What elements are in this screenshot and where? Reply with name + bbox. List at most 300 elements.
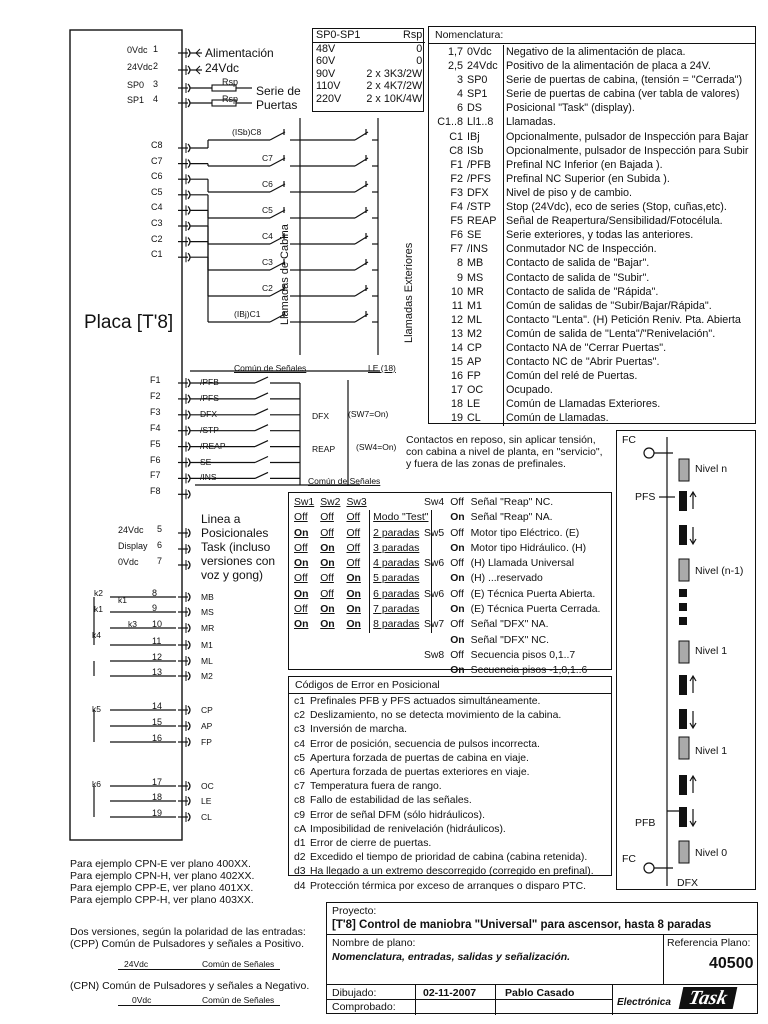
- switch-state: On: [320, 558, 335, 570]
- nomenclature-desc: Contacto NC de "Abrir Puertas".: [506, 356, 660, 369]
- relay-contact-label: k2: [94, 588, 103, 598]
- nomenclature-row: [431, 200, 750, 214]
- switch-option-desc: Señal "DFX" NC.: [470, 634, 550, 646]
- nomenclature-number: 19: [450, 412, 463, 425]
- f-pin-label: SE: [200, 456, 212, 467]
- nomenclature-row: [431, 59, 750, 73]
- error-code: d1: [294, 838, 306, 850]
- call-pin-label: C6: [151, 171, 163, 182]
- cpn-common: Común de Señales: [202, 995, 275, 1005]
- nomenclature-row: [431, 214, 750, 228]
- switch-state: Off: [346, 558, 361, 570]
- nomenclature-number: 12: [450, 313, 463, 326]
- nomenclature-desc: Llamadas.: [506, 116, 556, 129]
- nomenclature-desc: Común de Llamadas.: [506, 412, 609, 425]
- nomenclature-row: [431, 256, 750, 270]
- call-button-label: (IBj)C1: [234, 309, 261, 319]
- shaft-vane: [679, 775, 687, 795]
- error-desc: Protección térmica por exceso de arranques o disparo PTC.: [310, 880, 587, 892]
- switch-option-state: Off: [450, 497, 464, 508]
- error-code: c6: [294, 767, 305, 779]
- error-code: c7: [294, 781, 305, 793]
- switch-option-sw: Sw4: [424, 497, 445, 508]
- sp-voltage: 48V: [316, 42, 336, 55]
- error-row: [294, 723, 594, 737]
- nomenclature-signal: ML: [465, 313, 504, 327]
- switch-option-state: Off: [450, 527, 464, 539]
- nomenclature-signal: SE: [465, 228, 504, 242]
- switch-option-sw: [421, 541, 447, 556]
- nomenclature-title: Nomenclatura:: [435, 29, 504, 41]
- switch-state: Off: [294, 512, 308, 524]
- relay-pin-number: 13: [152, 667, 163, 677]
- example-line: Para ejemplo CPP-E, ver plano 401XX.: [70, 882, 254, 894]
- shaft-level-n-1: Nivel (n-1): [695, 565, 744, 577]
- nomenclature-number: 4: [456, 88, 463, 101]
- nomenclature-signal: /STP: [465, 200, 504, 214]
- nomenclature-desc: Serie de puertas de cabina (ver tabla de valores): [506, 88, 740, 101]
- nomenclature-desc: Serie de puertas de cabina, (tensión = "Cerrada"): [506, 74, 743, 87]
- f-pin-label: /PFS: [200, 392, 219, 403]
- cabin-calls-label: Llamadas de Cabina: [279, 224, 291, 325]
- checked-label: Comprobado:: [332, 1001, 396, 1013]
- power-pin-signal: 24Vdc: [127, 62, 153, 72]
- level-plate: [679, 459, 689, 481]
- nomenclature-row: [431, 355, 750, 369]
- switch-row: [291, 556, 432, 571]
- down-arrow-icon: [690, 809, 696, 826]
- nomenclature-row: [431, 186, 750, 200]
- power-pin-number: 4: [153, 94, 159, 104]
- switch-option-sw: Sw7: [424, 619, 445, 631]
- nomenclature-desc: Prefinal NC Superior (en Subida ).: [506, 172, 670, 185]
- error-row: [294, 738, 594, 752]
- switch-row: [291, 526, 432, 541]
- sp-resistor: 0: [416, 55, 423, 67]
- switch-option-sw: Sw5: [424, 527, 445, 539]
- error-row: [294, 752, 594, 766]
- nomenclature-signal: MS: [465, 271, 504, 285]
- relay-pin-number: 18: [152, 792, 163, 802]
- switch-state: On: [346, 573, 361, 585]
- f-pin-label: /REAP: [200, 440, 226, 451]
- switch-row: [291, 541, 432, 556]
- switch-state: Off: [346, 542, 361, 554]
- error-desc: Apertura forzada de puertas de cabina en viaje.: [310, 752, 529, 764]
- shaft-vane: [679, 491, 687, 511]
- nomenclature-row: [431, 144, 750, 158]
- nomenclature-signal: /INS: [465, 242, 504, 256]
- switch-state: Off: [320, 573, 334, 585]
- nomenclature-number: F3: [450, 186, 463, 199]
- f-pin-number: F4: [150, 422, 161, 433]
- error-code: c8: [294, 795, 305, 807]
- nomenclature-signal: ISb: [465, 144, 504, 158]
- nomenclature-row: [431, 299, 750, 313]
- nomenclature-signal: /PFS: [465, 172, 504, 186]
- exterior-calls-label: Llamadas Exteriores: [403, 242, 415, 343]
- switch-option-desc: (E) Técnica Puerta Cerrada.: [470, 604, 601, 616]
- relay-pin-label: AP: [201, 721, 213, 731]
- sp-resistor: 2 x 3K3/2W: [366, 67, 423, 80]
- example-line: Para ejemplo CPN-E ver plano 400XX.: [70, 858, 251, 870]
- switch-option-row: [421, 617, 603, 632]
- nomenclature-number: 11: [451, 299, 463, 312]
- error-desc: Prefinales PFB y PFS actuados simultáneamente.: [310, 696, 541, 707]
- error-row: [294, 865, 594, 879]
- switch-option-row: [421, 526, 603, 541]
- power-pin-number: 3: [153, 79, 159, 89]
- sw7-label: (SW7=On): [348, 409, 389, 419]
- author-name: Pablo Casado: [505, 987, 575, 999]
- call-button-label: C6: [262, 179, 273, 189]
- nomenclature-desc: Contacto NA de "Cerrar Puertas".: [506, 341, 667, 354]
- error-desc: Error de cierre de puertas.: [310, 838, 432, 850]
- shaft-vane: [679, 603, 687, 611]
- level-plate: [679, 559, 689, 581]
- f-pin-number: F7: [150, 470, 161, 481]
- f-pin-number: F3: [150, 406, 161, 417]
- relay-pin-number: 11: [152, 636, 162, 646]
- switch-mode: 8 paradas: [370, 617, 432, 632]
- level-plate: [679, 841, 689, 863]
- error-row: [294, 851, 594, 865]
- cpn-0vdc: 0Vdc: [132, 995, 152, 1005]
- switch-row: [291, 617, 432, 632]
- relay-pin-label: CL: [201, 812, 212, 822]
- nomenclature-row: [431, 158, 750, 172]
- switch-row: [291, 571, 432, 586]
- shaft-vane: [679, 807, 687, 827]
- display-pin-number: 5: [157, 524, 163, 534]
- nomenclature-row: [431, 130, 750, 144]
- switch-state: Off: [320, 588, 334, 600]
- up-arrow-icon: [690, 492, 696, 509]
- shaft-vane: [679, 617, 687, 625]
- nomenclature-row: [431, 73, 750, 87]
- switch-state: Off: [294, 573, 308, 585]
- example-line: Para ejemplo CPN-H, ver plano 402XX.: [70, 870, 255, 882]
- switch-state: On: [320, 619, 335, 631]
- nomenclature-row: [431, 341, 750, 355]
- nomenclature-number: F1: [450, 158, 463, 171]
- nomenclature-signal: SP1: [465, 87, 504, 101]
- sw4-label: (SW4=On): [356, 442, 397, 452]
- relay-contact-label: k1: [94, 604, 103, 614]
- nomenclature-signal: LE: [465, 397, 504, 411]
- call-pin-label: C2: [151, 233, 163, 244]
- nomenclature-row: [431, 313, 750, 327]
- switch-mode: 3 paradas: [370, 541, 432, 556]
- switch-option-desc: Señal "DFX" NA.: [470, 619, 549, 631]
- relay-pin-label: M2: [201, 671, 213, 681]
- nomenclature-number: F2: [450, 172, 463, 185]
- relay-pin-label: OC: [201, 781, 214, 791]
- sp-resistor: 2 x 10K/4W: [366, 92, 423, 105]
- nomenclature-number: 10: [450, 285, 463, 298]
- relay-pin-number: 9: [152, 603, 158, 613]
- switch-mode: 4 paradas: [370, 556, 432, 571]
- switch-option-desc: Secuencia pisos 0,1..7: [470, 649, 576, 661]
- nomenclature-number: F6: [450, 229, 463, 242]
- call-button-label: C5: [262, 205, 273, 215]
- switch-option-sw: Sw8: [424, 649, 445, 661]
- power-pin-number: 2: [153, 61, 159, 71]
- shaft-level-0: Nivel 0: [695, 847, 728, 859]
- display-desc-line: versiones con: [201, 554, 276, 568]
- error-code: c2: [294, 710, 305, 722]
- switch-state: On: [320, 604, 335, 616]
- error-row: [294, 695, 594, 709]
- nomenclature-desc: Ocupado.: [506, 384, 553, 397]
- switch-option-row: [421, 510, 603, 525]
- call-pin-label: C4: [151, 202, 163, 213]
- up-arrow-icon: [690, 676, 696, 693]
- call-pin-label: C1: [151, 249, 163, 260]
- nomenclature-desc: Común del relé de Puertas.: [506, 370, 638, 383]
- nomenclature-desc: Contacto de salida de "Rápida".: [506, 285, 659, 298]
- error-code: cA: [294, 823, 307, 835]
- switch-option-row: [421, 587, 603, 602]
- sw1-header: Sw1: [294, 497, 315, 508]
- cpn-line: (CPN) Común de Pulsadores y señales a Negativo.: [70, 980, 310, 992]
- sp-header-right: Rsp: [403, 29, 423, 41]
- switch-option-row: [421, 571, 603, 586]
- nomenclature-number: 9: [456, 271, 463, 284]
- relay-pin-label: FP: [201, 737, 212, 747]
- rest-note-line: Contactos en reposo, sin aplicar tensión,: [406, 434, 596, 446]
- error-codes-title: Códigos de Error en Posicional: [295, 679, 440, 691]
- relay-pin-label: M1: [201, 640, 213, 650]
- nomenclature-signal: MR: [465, 285, 504, 299]
- switch-option-desc: (E) Técnica Puerta Abierta.: [470, 588, 596, 600]
- relay-contact-label: k1: [118, 595, 127, 605]
- error-row: [294, 823, 594, 837]
- relay-pin-number: 12: [152, 652, 163, 662]
- nomenclature-number: F5: [450, 215, 463, 228]
- level-plate: [679, 737, 689, 759]
- error-code: c3: [294, 724, 305, 736]
- error-code: c5: [294, 752, 305, 764]
- switch-state: Off: [320, 512, 334, 524]
- switch-option-sw: [421, 633, 447, 648]
- error-desc: Temperatura fuera de rango.: [310, 781, 442, 793]
- switch-option-sw: Sw6: [424, 588, 445, 600]
- relay-contact-label: k3: [128, 619, 137, 629]
- call-button-label: C4: [262, 231, 273, 241]
- error-desc: Error de señal DFM (sólo hidráulicos).: [310, 809, 485, 821]
- project-title: [T'8] Control de maniobra "Universal" para ascensor, hasta 8 paradas: [332, 919, 712, 931]
- relay-pin-label: MR: [201, 623, 215, 633]
- le-label: LE (18): [368, 363, 396, 373]
- f-pin-number: F5: [150, 438, 161, 449]
- nomenclature-number: 15: [450, 356, 463, 369]
- nomenclature-row: [431, 87, 750, 101]
- cpp-24vdc: 24Vdc: [124, 959, 149, 969]
- error-code: c9: [294, 809, 305, 821]
- power-label-2: 24Vdc: [205, 61, 240, 75]
- display-desc-line: Task (incluso: [201, 540, 271, 554]
- project-label: Proyecto:: [332, 905, 377, 917]
- nomenclature-signal: AP: [465, 355, 504, 369]
- serie-label-2: Puertas: [256, 98, 298, 112]
- nomenclature-number: 14: [450, 341, 463, 354]
- sw2-header: Sw2: [320, 497, 341, 508]
- nomenclature-desc: Serie exteriores, y todas las anteriores.: [506, 229, 694, 242]
- switch-row: [291, 602, 432, 617]
- nomenclature-signal: DFX: [465, 186, 504, 200]
- switch-option-state: On: [450, 573, 465, 585]
- nomenclature-signal: MB: [465, 256, 504, 270]
- level-plate: [679, 641, 689, 663]
- switch-mode: 7 paradas: [370, 602, 432, 617]
- shaft-vane: [679, 675, 687, 695]
- switch-option-row: [421, 648, 603, 663]
- nomenclature-row: [431, 45, 750, 59]
- nomenclature-number: C8: [449, 144, 463, 157]
- switch-state: On: [346, 619, 361, 631]
- board-title: Placa [T'8]: [84, 312, 174, 333]
- example-line: Para ejemplo CPP-H, ver plano 403XX.: [70, 894, 254, 906]
- power-pin-signal: SP1: [127, 95, 145, 105]
- sp-resistor: 2 x 4K7/2W: [366, 80, 423, 92]
- shaft-box: [616, 430, 756, 890]
- switch-option-state: On: [450, 634, 465, 646]
- nomenclature-desc: Común de salidas de "Subir/Bajar/Rápida".: [506, 299, 712, 312]
- display-desc-line: Posicionales: [201, 526, 269, 540]
- nomenclature-row: [431, 383, 750, 397]
- nomenclature-signal: CP: [465, 341, 504, 355]
- power-label-1: Alimentación: [205, 46, 274, 60]
- error-desc: Imposibilidad de renivelación (hidráulicos).: [310, 823, 506, 835]
- nomenclature-desc: Contacto de salida de "Subir".: [506, 271, 650, 284]
- power-pin-signal: 0Vdc: [127, 45, 148, 55]
- nomenclature-desc: Señal de Reapertura/Sensibilidad/Fotocélula.: [506, 215, 723, 228]
- nomenclature-number: 1,7: [447, 46, 463, 58]
- switch-option-desc: Motor tipo Eléctrico. (E): [470, 527, 580, 539]
- switch-state: On: [294, 527, 309, 539]
- sw3-header: Sw3: [346, 497, 367, 508]
- nomenclature-desc: Stop (24Vdc), eco de series (Stop, cuñas,etc).: [506, 201, 727, 214]
- nomenclature-signal: 24Vdc: [465, 59, 504, 73]
- down-arrow-icon: [690, 711, 696, 728]
- shaft-fc-bottom: FC: [622, 853, 636, 865]
- switch-row: [291, 510, 432, 525]
- nomenclature-signal: Ll1..8: [465, 115, 504, 129]
- relay-pin-number: 14: [152, 701, 163, 711]
- switch-state: On: [294, 558, 309, 570]
- nomenclature-desc: Nivel de piso y de cambio.: [506, 186, 633, 199]
- switch-option-row: [421, 541, 603, 556]
- nomenclature-number: 2,5: [447, 60, 463, 73]
- relay-pin-number: 17: [152, 777, 163, 787]
- switch-option-desc: Señal "Reap" NC.: [470, 497, 554, 508]
- rest-note-line: con cabina a nivel de planta, en "servicio",: [406, 446, 603, 458]
- plan-name-label: Nombre de plano:: [332, 937, 416, 949]
- nomenclature-desc: Opcionalmente, pulsador de Inspección para Bajar: [506, 130, 749, 143]
- sp-voltage: 60V: [316, 55, 336, 67]
- nomenclature-row: [431, 101, 750, 115]
- ref-number: 40500: [709, 955, 754, 972]
- switch-option-row: [421, 633, 603, 648]
- call-pin-label: C8: [151, 140, 163, 150]
- rest-note-line: y fuera de las zonas de prefinales.: [406, 458, 566, 470]
- error-desc: Excedido el tiempo de prioridad de cabina (cabina retenida).: [310, 852, 588, 864]
- switch-state: On: [294, 588, 309, 600]
- switch-option-state: On: [450, 512, 465, 524]
- display-pin-number: 7: [157, 556, 163, 566]
- company-name-1: Electrónica: [617, 997, 671, 1008]
- call-button-label: (ISb)C8: [232, 127, 262, 137]
- call-button-label: C3: [262, 257, 273, 267]
- nomenclature-signal: IBj: [465, 130, 504, 144]
- relay-contact-label: k5: [92, 704, 101, 714]
- shaft-dfx: DFX: [677, 877, 698, 889]
- sp-table-box: [312, 28, 424, 112]
- nomenclature-number: F7: [450, 243, 463, 256]
- power-pin-signal: SP0: [127, 80, 145, 90]
- switch-option-desc: Secuencia pisos -1,0,1..6: [470, 665, 588, 677]
- error-code: d4: [294, 880, 306, 892]
- error-row: [294, 809, 594, 823]
- call-button-label: C7: [262, 153, 273, 163]
- error-desc: Deslizamiento, no se detecta movimiento de la cabina.: [310, 710, 562, 722]
- switch-state: Off: [294, 542, 308, 554]
- nomenclature-row: [431, 271, 750, 285]
- nomenclature-number: 16: [450, 370, 463, 383]
- f-pin-number: F6: [150, 454, 161, 465]
- nomenclature-number: 13: [450, 327, 463, 340]
- nomenclature-signal: REAP: [465, 214, 504, 228]
- nomenclature-desc: Contacto "Lenta". (H) Petición Reniv. Pta. Abierta: [506, 313, 741, 326]
- relay-pin-label: MB: [201, 592, 214, 602]
- nomenclature-row: [431, 397, 750, 411]
- nomenclature-desc: Contacto de salida de "Bajar".: [506, 257, 650, 270]
- nomenclature-row: [431, 172, 750, 186]
- nomenclature-signal: OC: [465, 383, 504, 397]
- error-desc: Ha llegado a un extremo descorregido (corregido en prefinal).: [310, 866, 594, 878]
- switch-state: Off: [346, 527, 361, 539]
- nomenclature-number: 17: [450, 384, 463, 397]
- error-code: d3: [294, 866, 306, 878]
- switch-mode: Modo "Test": [370, 510, 432, 525]
- error-row: [294, 837, 594, 851]
- error-desc: Inversión de marcha.: [310, 724, 408, 736]
- nomenclature-number: F4: [450, 201, 463, 214]
- nomenclature-row: [431, 115, 750, 129]
- nomenclature-row: [431, 369, 750, 383]
- call-pin-label: C7: [151, 155, 163, 166]
- switch-option-desc: Motor tipo Hidráulico. (H): [470, 542, 587, 554]
- nomenclature-desc: Positivo de la alimentación de placa a 24V.: [506, 60, 711, 73]
- down-arrow-icon: [690, 527, 696, 544]
- call-pin-label: C5: [151, 186, 163, 197]
- relay-pin-number: 15: [152, 717, 163, 727]
- relay-contact-label: k6: [92, 779, 101, 789]
- display-pin-signal: 24Vdc: [118, 525, 144, 535]
- relay-pin-label: ML: [201, 656, 213, 666]
- switch-row: [291, 587, 432, 602]
- common-signals-label: Común de Señales: [234, 363, 307, 373]
- switch-option-desc: (H) Llamada Universal: [470, 558, 575, 570]
- nomenclature-desc: Prefinal NC Inferior (en Bajada ).: [506, 158, 663, 171]
- f-common-label: Común de Señales: [308, 476, 381, 486]
- nomenclature-signal: M1: [465, 299, 504, 313]
- drawn-date: 02-11-2007: [423, 987, 477, 999]
- display-desc-line: Linea a: [201, 512, 241, 526]
- drawn-label: Dibujado:: [332, 987, 377, 999]
- f-pin-label: /STP: [200, 424, 219, 435]
